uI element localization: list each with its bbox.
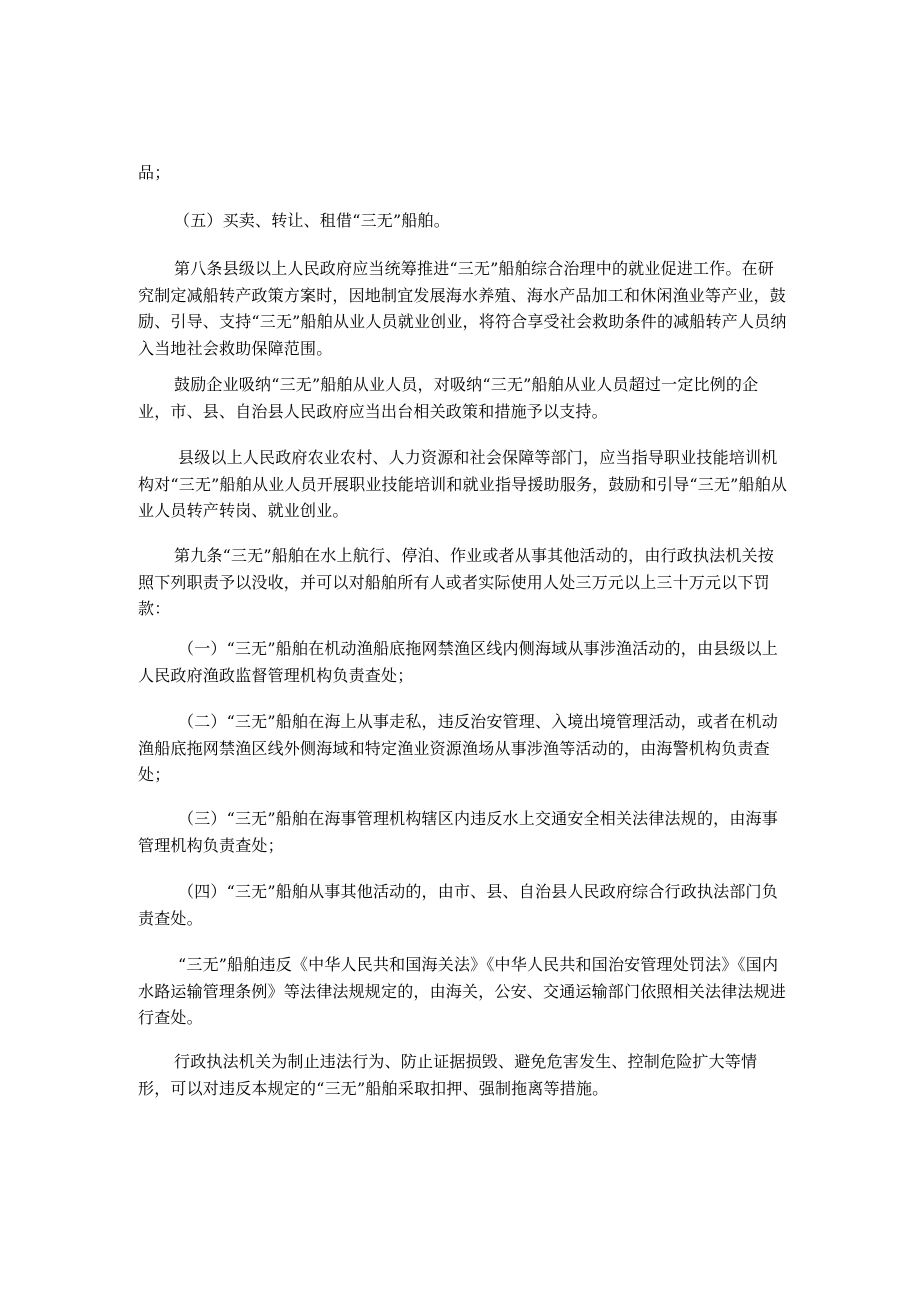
paragraph-item-3: （三）“三无”船舶在海事管理机构辖区内违反水上交通安全相关法律法规的，由海事管理机构负责查处； (138, 809, 778, 855)
paragraph-article-9: 第九条“三无”船舶在水上航行、停泊、作业或者从事其他活动的，由行政执法机关按照下列职责予以没收，并可以对船舶所有人或者实际使用人处三万元以上三十万元以下罚款： (138, 546, 774, 618)
paragraph-item-2: （二）“三无”船舶在海上从事走私，违反治安管理、入境出境管理活动，或者在机动渔船底拖网禁渔区线外侧海域和特定渔业资源渔场从事涉渔等活动的，由海警机构负责查处； (138, 712, 778, 784)
paragraph-item-4: （四）“三无”船舶从事其他活动的，由市、县、自治县人民政府综合行政执法部门负责查处。 (138, 882, 778, 928)
paragraph-item-1: （一）“三无”船舶在机动渔船底拖网禁渔区线内侧海域从事涉渔活动的，由县级以上人民政府渔政监督管理机构负责查处； (138, 639, 778, 685)
paragraph-item-5: （五）买卖、转让、租借“三无”船舶。 (174, 211, 450, 230)
paragraph-continuation: 品； (138, 163, 171, 182)
paragraph-encourage-enterprises: 鼓励企业吸纳“三无”船舶从业人员，对吸纳“三无”船舶从业人员超过一定比例的企业，市、县、自治县人民政府应当出台相关政策和措施予以支持。 (138, 375, 759, 421)
paragraph-enforcement-measures: 行政执法机关为制止违法行为、防止证据损毁、避免危害发生、控制危险扩大等情形，可以对违反本规定的“三无”船舶采取扣押、强制拖离等措施。 (138, 1052, 758, 1098)
paragraph-article-8: 第八条县级以上人民政府应当统筹推进“三无”船舶综合治理中的就业促进工作。在研究制定减船转产政策方案时，因地制宜发展海水养殖、海水产品加工和休闲渔业等产业，鼓励、引导、支持“三无”船舶从业人员就业创业，将符合享受社会救助条件的减船转产人员纳入当地社会救助保障范围。 (138, 259, 787, 358)
paragraph-other-laws: “三无”船舶违反《中华人民共和国海关法》《中华人民共和国治安管理处罚法》《国内水路运输管理条例》等法律法规规定的，由海关，公安、交通运输部门依照相关法律法规进行查处。 (138, 955, 787, 1027)
paragraph-training: 县级以上人民政府农业农村、人力资源和社会保障等部门，应当指导职业技能培训机构对“三无”船舶从业人员开展职业技能培训和就业指导援助服务，鼓励和引导“三无”船舶从业人员转产转岗、就业创业。 (138, 448, 788, 520)
